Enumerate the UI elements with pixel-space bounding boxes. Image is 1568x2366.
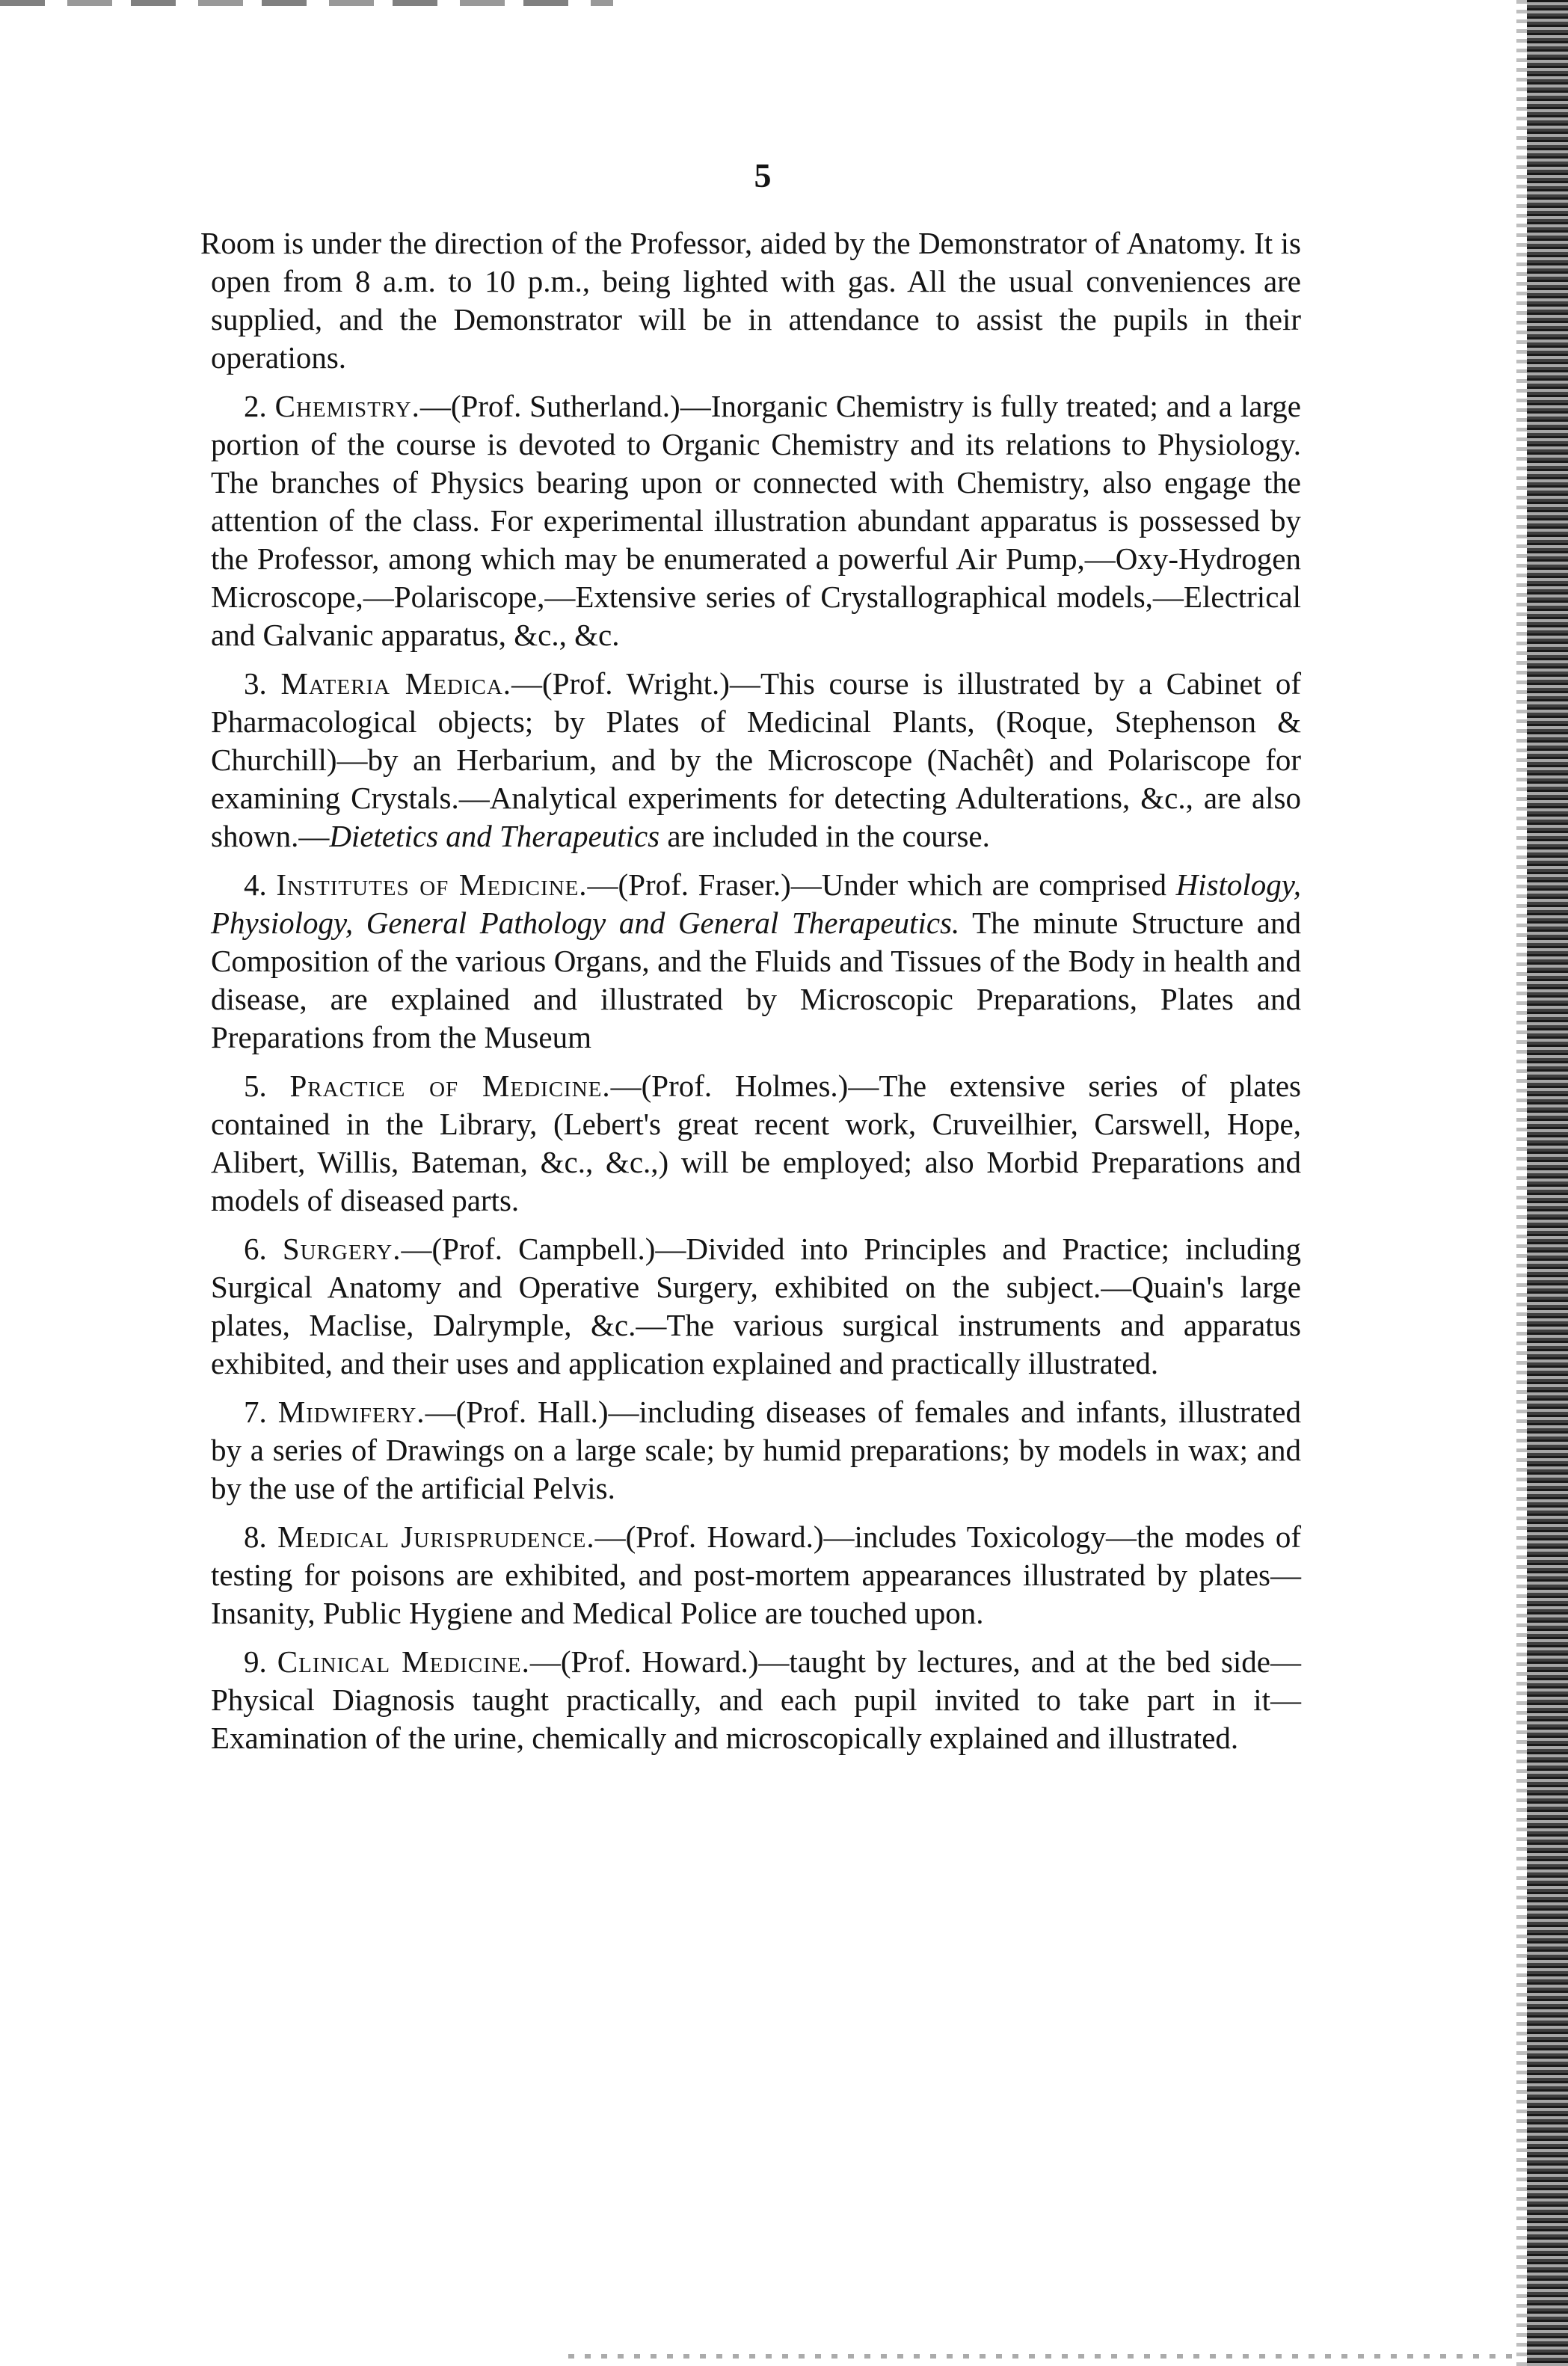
section-professor: —(Prof. Sutherland.)— bbox=[419, 389, 711, 423]
section-professor: —(Prof. Fraser.)— bbox=[587, 867, 822, 902]
section-practice-of-medicine bbox=[211, 1067, 1301, 1220]
section-text: Divided into Principles and Practice; including Surgical Anatomy and Operative Surgery, exhibited on the subject.—Quain's large plates, Maclise, Dalrymple, &c.—The various surgical instruments and apparatus exhibited, and their uses and application explained and practically illustrated. bbox=[211, 1232, 1301, 1380]
section-number: 2. bbox=[244, 389, 267, 423]
section-text: Inorganic Chemistry is fully treated; and a large portion of the course is devoted to Organic Chemistry and its relations to Physiology. The branches of Physics bearing upon or connected with Chemistry, also engage the attention of the class. For experimental illustration abundant apparatus is possessed by the Professor, among which may be enumerated a powerful Air Pump,—Oxy-Hydrogen Microscope,—Polariscope,—Extensive series of Crystallographical models,—Electrical and Galvanic apparatus, &c., &c. bbox=[211, 389, 1302, 652]
section-professor: —(Prof. Campbell.)— bbox=[401, 1232, 686, 1266]
section-heading: Institutes of Medicine. bbox=[276, 867, 588, 902]
section-text: This course is illustrated by a Cabinet of Pharmacological objects; by Plates of Medicinal Plants, (Roque, Stephenson & Churchill)—by an Herbarium, and by the Microscope (Nachêt) and Polariscope for examining Crystals.—Analytical experiments for detecting Adulterations, &c., are also shown.— bbox=[211, 666, 1302, 853]
section-chemistry bbox=[211, 387, 1301, 654]
section-heading: Midwifery. bbox=[277, 1395, 425, 1429]
section-number: 5. bbox=[244, 1069, 267, 1103]
section-professor: —(Prof. Holmes.)— bbox=[610, 1069, 879, 1103]
section-heading: Practice of Medicine. bbox=[289, 1069, 611, 1103]
section-text: including diseases of females and infants, illustrated by a series of Drawings on a large scale; by humid preparations; by models in wax; and by the use of the artificial Pelvis. bbox=[211, 1395, 1301, 1505]
section-surgery bbox=[211, 1230, 1301, 1383]
section-heading: Clinical Medicine. bbox=[277, 1644, 530, 1679]
section-number: 3. bbox=[244, 666, 267, 701]
section-italic-text: Histology, Physiology, General Pathology and General Therapeutics. bbox=[211, 867, 1301, 940]
section-medical-jurisprudence bbox=[211, 1518, 1301, 1632]
section-heading: Chemistry. bbox=[274, 389, 420, 423]
section-heading: Materia Medica. bbox=[280, 666, 512, 701]
scan-edge-top bbox=[0, 0, 613, 6]
intro-paragraph: Room is under the direction of the Professor, aided by the Demonstrator of Anatomy. It is open from 8 a.m. to 10 p.m., being lighted with gas. All the usual conveniences are supplied, and the Demonstrator will be in attendance to assist the pupils in their operations. bbox=[200, 226, 1301, 375]
section-text: taught by lectures, and at the bed side—Physical Diagnosis taught practically, and each pupil invited to take part in it—Examination of the urine, chemically and microscopically explained and illustrated. bbox=[211, 1644, 1302, 1755]
section-professor: —(Prof. Howard.)— bbox=[594, 1520, 855, 1554]
page-number: 5 bbox=[754, 156, 772, 194]
scan-edge-right bbox=[1527, 0, 1568, 2366]
section-institutes-of-medicine bbox=[211, 866, 1301, 1057]
section-text: includes Toxicology—the modes of testing for poisons are exhibited, and post-mortem appearances illustrated by plates—Insanity, Public Hygiene and Medical Police are touched upon. bbox=[211, 1520, 1302, 1630]
section-number: 9. bbox=[244, 1644, 267, 1679]
section-heading: Medical Jurisprudence. bbox=[277, 1520, 595, 1554]
section-heading: Surgery. bbox=[282, 1232, 402, 1266]
section-text-end: The minute Structure and Composition of the various Organs, and the Fluids and Tissues of the Body in health and disease, are explained and illustrated by Microscopic Preparations, Plates and Preparations from the Museum bbox=[211, 906, 1302, 1054]
section-professor: —(Prof. Hall.)— bbox=[425, 1395, 639, 1429]
section-midwifery bbox=[211, 1393, 1301, 1508]
section-number: 6. bbox=[244, 1232, 267, 1266]
section-italic-text: Dietetics and Therapeutics bbox=[329, 819, 660, 853]
section-professor: —(Prof. Wright.)— bbox=[511, 666, 760, 701]
section-materia-medica bbox=[211, 665, 1301, 855]
section-text-end: are included in the course. bbox=[660, 819, 990, 853]
scan-shadow-right bbox=[1516, 0, 1527, 2366]
section-text: Under which are comprised bbox=[821, 867, 1176, 902]
scan-edge-bottom bbox=[568, 2354, 1518, 2359]
section-professor: —(Prof. Howard.)— bbox=[529, 1644, 790, 1679]
section-text: The extensive series of plates contained in the Library, (Lebert's great recent work, Cruveilhier, Carswell, Hope, Alibert, Willis, Bateman, &c., &c.,) will be employed; also Morbid Preparations and models of diseased parts. bbox=[211, 1069, 1302, 1217]
section-number: 4. bbox=[244, 867, 267, 902]
body-text bbox=[200, 224, 1302, 1757]
section-clinical-medicine bbox=[211, 1643, 1301, 1757]
section-number: 8. bbox=[244, 1520, 267, 1554]
section-number: 7. bbox=[244, 1395, 267, 1429]
